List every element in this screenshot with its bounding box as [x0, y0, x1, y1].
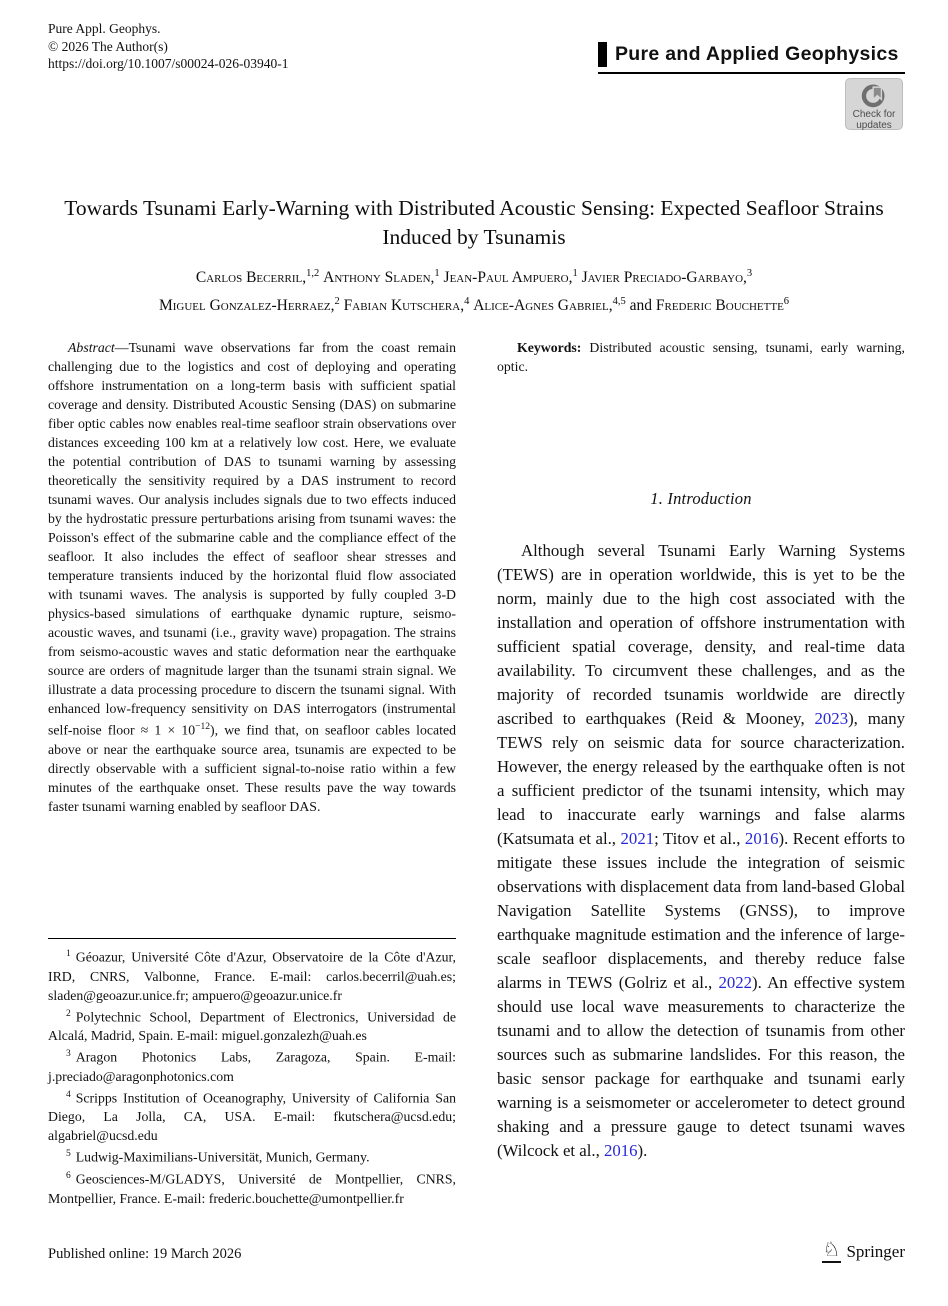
footnote: $^6$ Geosciences-M/GLADYS, Université de Montpellier, CNRS, Montpellier, France. E-mail: frederic.bouchette@umontpellier.fr [48, 1170, 456, 1206]
footnote: $^1$ Géoazur, Université Côte d'Azur, Observatoire de la Côte d'Azur, IRD, CNRS, Valbonne, France. E-mail: carlos.becerril@uah.es; sladen@geoazur.unice.fr; ampuero@geoazur.unice.fr [48, 949, 456, 1003]
check-for-updates-button[interactable] [845, 78, 903, 130]
author-name: Jean-Paul Ampuero,$^1$ [443, 268, 578, 287]
citation-link[interactable]: 2016 [744, 829, 779, 848]
text-segment: Keywords: [517, 340, 582, 355]
copyright-line: © 2026 The Author(s) [48, 38, 168, 54]
doi-line: https://doi.org/10.1007/s00024-026-03940-1 [48, 56, 289, 71]
footnote: $^3$ Aragon Photonics Labs, Zaragoza, Spain. E-mail: j.preciado@aragonphotonics.com [48, 1049, 456, 1084]
citation-link[interactable]: 2023 [814, 709, 849, 728]
authors-line [78, 262, 870, 318]
journal-abbrev: Pure Appl. Geophys. [48, 21, 161, 36]
text-segment: Distributed acoustic sensing, tsunami, early warning, optic. [497, 340, 905, 374]
author-name: Fabian Kutschera,$^4$ [343, 296, 470, 315]
journal-banner [598, 42, 905, 74]
springer-logo [822, 1240, 905, 1263]
author-name: Anthony Sladen,$^1$ [323, 268, 440, 287]
abstract-paragraph [48, 338, 456, 816]
crossmark-icon [860, 81, 888, 109]
publisher-name: Springer [846, 1241, 905, 1261]
author-name: Miguel Gonzalez-Herraez,$^2$ [158, 296, 340, 315]
text-segment: —Tsunami wave observations far from the coast remain challenging due to the logistics and cost of deploying and operating offshore instrumentation on a long-term basis with sufficient spatial coverage and density. Distributed Acoustic Sensing (DAS) on submarine fiber optic cables now enables real-time seafloor strain observations over distances exceeding 100 km at a relatively low cost. Here, we evaluate the potential contribution of DAS to tsunami warning by assessing theoretically the sensitivity required by a DAS instrument to record tsunami waves. Our analysis includes signals due to two effects induced by the hydrostatic pressure perturbations arising from tsunami waves: the Poisson's effect of the submarine cable and the compliance effect of the seafloor. It also includes the effect of seafloor shear stresses and temperature transients induced by the horizontal fluid flow associated with tsunami waves. The analysis is supported by fully coupled 3-D physics-based simulations of earthquake dynamic rupture, seismo-acoustic waves, and tsunami (i.e., gravity wave) propagation. The strains from seismo-acoustic waves and static deformation near the earthquake source are orders of magnitude larger than the tsunami strain signal. We illustrate a data processing procedure to discern the tsunami signal. With enhanced low-frequency sensitivity on DAS interrogators (instrumental self-noise floor ≈ 1 × 10 [48, 340, 456, 738]
introduction-paragraph [497, 539, 905, 1163]
text-segment: ). An effective system should use local wave measurements to characterize the tsunami and to allow the detection of tsunamis from other sources such as submarine landslides. For this reason, the basic sensor package for earthquake and tsunami early warning is a seismometer or accelerometer to detect ground shaking and a pressure gauge to detect tsunami waves (Wilcock et al., [497, 973, 905, 1160]
article-title: Towards Tsunami Early-Warning with Distributed Acoustic Sensing: Expected Seafloor Strains Induced by Tsunamis [64, 196, 884, 249]
left-column [48, 338, 456, 816]
text-segment: ). Recent efforts to mitigate these issues include the integration of seismic observations with displacement data from land-based Global Navigation Satellite Systems (GNSS), to improve earthquake magnitude estimation and the inference of large-scale seafloor displacements, and thereby reduce false alarms in TEWS (Golriz et al., [497, 829, 905, 992]
citation-link[interactable]: 2021 [620, 829, 655, 848]
masthead [48, 20, 289, 73]
footnote: $^5$ Ludwig-Maximilians-Universität, Munich, Germany. [66, 1149, 370, 1165]
check-label-line2: updates [856, 120, 892, 131]
page-footer [48, 1240, 905, 1263]
citation-link[interactable]: 2022 [718, 973, 753, 992]
published-online: Published online: 19 March 2026 [48, 1246, 242, 1262]
springer-knight-icon: ♘ [822, 1239, 841, 1261]
text-segment: −12 [195, 722, 211, 732]
text-segment: ), many TEWS rely on seismic data for source characterization. However, the energy released by the earthquake often is not a sufficient predictor of the tsunami intensity, which may lead to inaccurate early warnings and false alarms (Katsumata et al., [497, 709, 905, 848]
footnote: $^2$ Polytechnic School, Department of Electronics, Universidad de Alcalá, Madrid, Spain. E-mail: miguel.gonzalezh@uah.es [48, 1008, 456, 1044]
footnote: $^4$ Scripps Institution of Oceanography, University of California San Diego, La Jolla, CA, USA. E-mail: fkutschera@ucsd.edu; algabriel@ucsd.edu [48, 1089, 456, 1144]
citation-link[interactable]: 2016 [603, 1141, 638, 1160]
right-column [497, 338, 905, 1163]
footnotes-block [48, 938, 456, 1208]
text-segment: Abstract [68, 340, 115, 355]
text-segment: ), we find that, on seafloor cables located above or near the earthquake source area, tsunamis are expected to be directly observable with a sufficient signal-to-noise ratio within a few minutes of the earthquake onset. These results pave the way towards faster tsunami warning enabled by seafloor DAS. [48, 722, 456, 814]
author-name: Javier Preciado-Garbayo,$^3$ [581, 268, 753, 287]
banner-bar [598, 42, 607, 67]
check-label-line1: Check for [852, 109, 896, 120]
section-heading-introduction: 1. Introduction [650, 489, 752, 508]
text-segment: Although several Tsunami Early Warning Systems (TEWS) are in operation worldwide, this is yet to be the norm, mainly due to the high cost associated with the installation and operation of offshore instrumentation with sufficient spatial coverage, density, and real-time data availability. To circumvent these challenges, and as the majority of recorded tsunamis worldwide are directly ascribed to earthquakes (Reid & Mooney, [497, 541, 905, 728]
keywords-paragraph [497, 338, 905, 376]
author-name: Alice-Agnes Gabriel,$^{4,5}$ [473, 296, 626, 315]
author-name: Carlos Becerril,$^{1,2}$ [195, 268, 320, 287]
text-segment: ; Titov et al., [654, 829, 745, 848]
journal-name: Pure and Applied Geophysics [615, 43, 899, 65]
text-segment: ). [637, 1141, 648, 1160]
author-name: and Frederic Bouchette$^6$ [629, 296, 790, 315]
